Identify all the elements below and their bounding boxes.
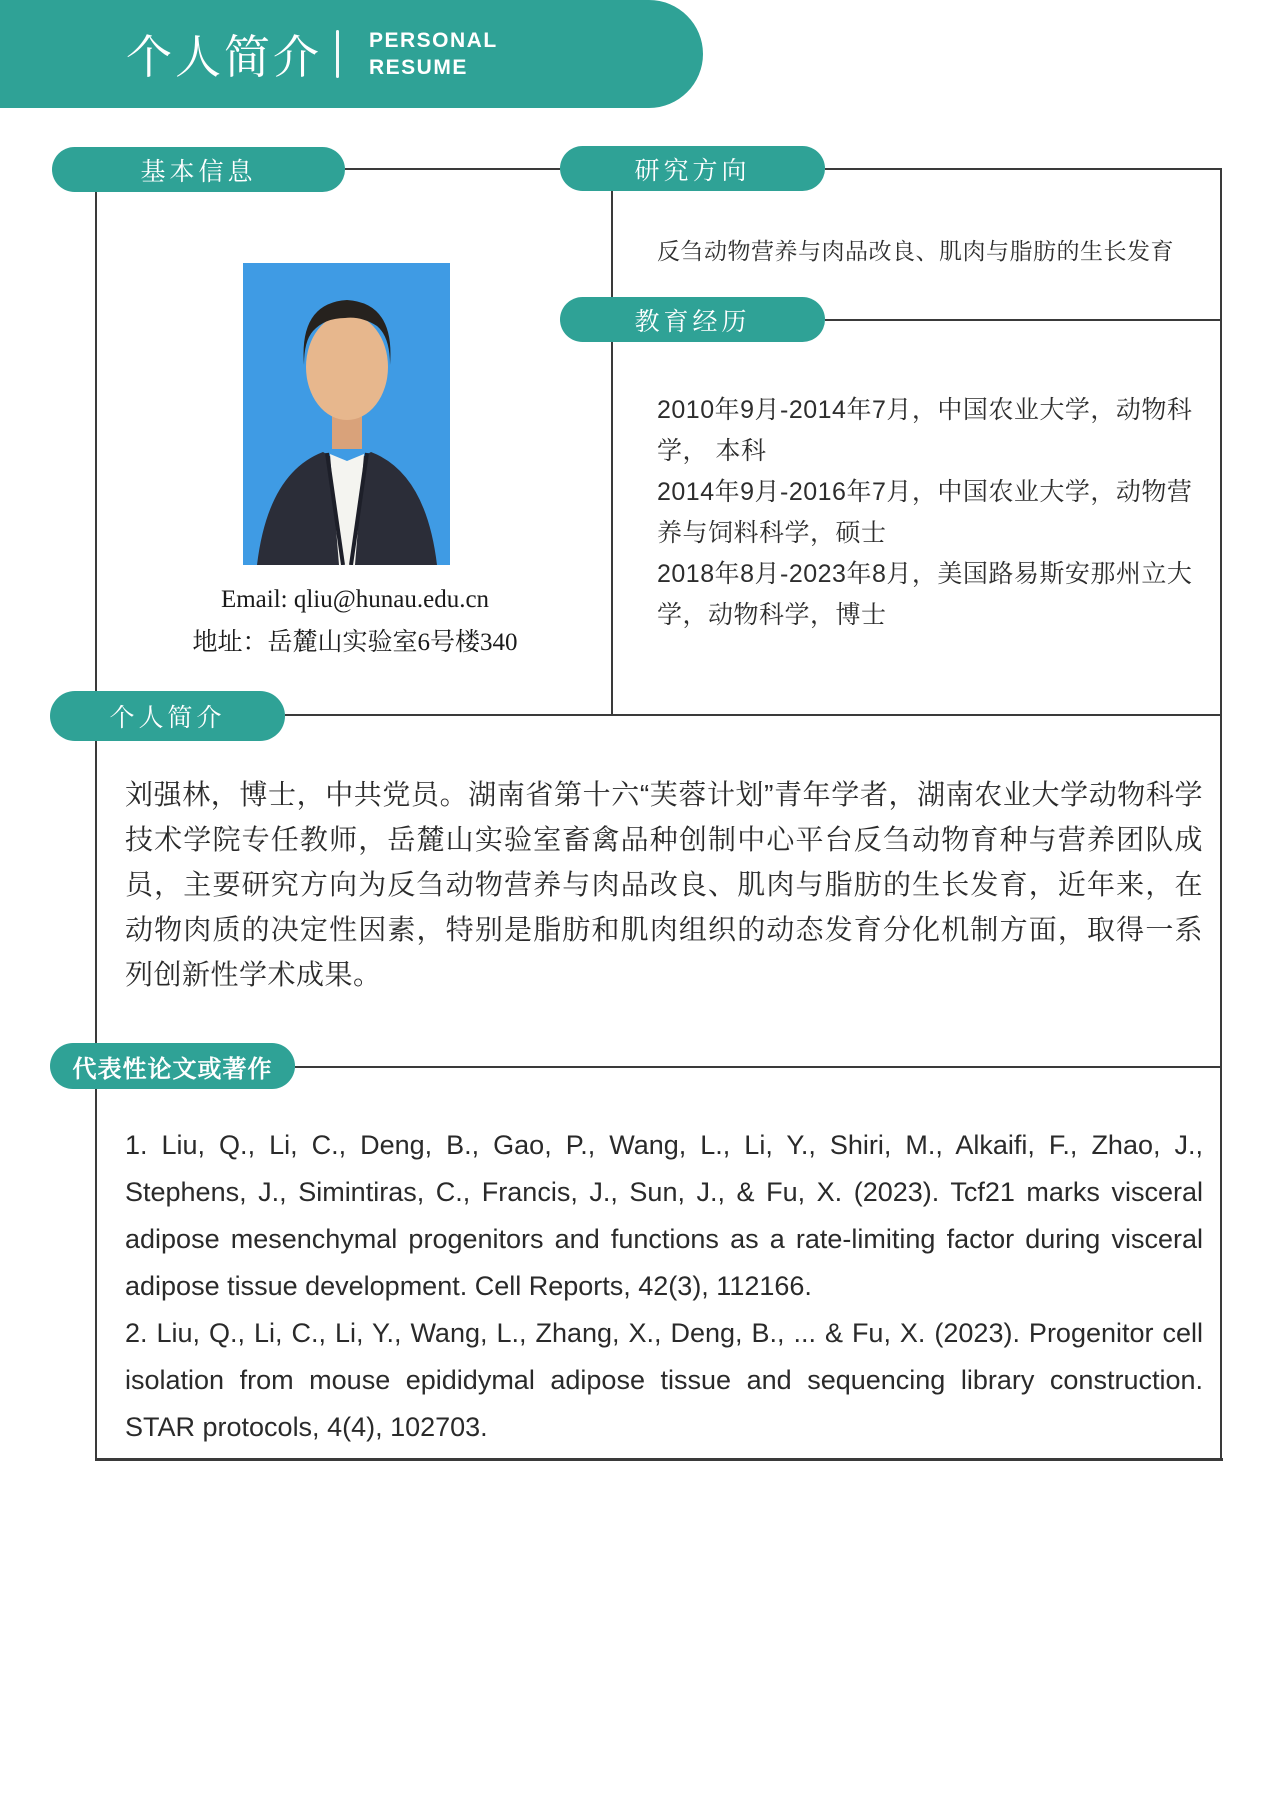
section-label-basic-info: 基本信息 <box>52 147 345 192</box>
connector-line-profile <box>285 714 1222 716</box>
banner-divider <box>336 30 339 78</box>
publication-item-2: 2. Liu, Q., Li, C., Li, Y., Wang, L., Zhang, X., Deng, B., ... & Fu, X. (2023). Progenitor cell isolation from mouse epididymal adipose tissue and sequencing library construction. STAR protocols, 4(4), 102703. <box>125 1318 1203 1442</box>
connector-line-education <box>825 319 1222 321</box>
contact-address: 地址：岳麓山实验室6号楼340 <box>192 629 518 656</box>
education-entry-3: 2018年8月-2023年8月，美国路易斯安那州立大学，动物科学，博士 <box>657 560 1193 629</box>
research-direction-text: 反刍动物营养与肉品改良、肌肉与脂肪的生长发育 <box>657 238 1174 264</box>
section-label-research: 研究方向 <box>560 146 825 191</box>
frame-left-line <box>95 190 97 1460</box>
education-entry-2: 2014年9月-2016年7月，中国农业大学，动物营养与饲料科学，硕士 <box>657 478 1193 547</box>
section-label-profile: 个人简介 <box>50 691 285 741</box>
publication-list <box>125 1122 1203 1451</box>
education-history <box>657 390 1205 636</box>
page-title: 个人简介 <box>126 31 322 83</box>
section-label-publications: 代表性论文或著作 <box>50 1043 295 1089</box>
publication-item-1: 1. Liu, Q., Li, C., Deng, B., Gao, P., Wang, L., Li, Y., Shiri, M., Alkaifi, F., Zhao, J., Stephens, J., Simintiras, C., Francis, J., Sun, J., & Fu, X. (2023). Tcf21 marks visceral adipose mesenchymal progenitors and functions as a rate-limiting factor during visceral adipose tissue development. Cell Reports, 42(3), 112166. <box>125 1130 1203 1301</box>
frame-right-line <box>1220 168 1222 1460</box>
frame-bottom-line <box>95 1458 1223 1461</box>
connector-line-publications <box>295 1066 1222 1068</box>
connector-line-research <box>825 168 1222 170</box>
portrait-photo <box>243 263 450 565</box>
contact-info <box>97 578 613 664</box>
portrait-photo-illustration <box>243 263 450 565</box>
page-title-english-line2: RESUME <box>369 56 468 79</box>
top-banner <box>0 0 703 108</box>
education-entry-1: 2010年9月-2014年7月，中国农业大学，动物科学， 本科 <box>657 396 1193 465</box>
page-title-english-line1: PERSONAL <box>369 29 498 52</box>
connector-line-basic-info <box>345 168 560 170</box>
profile-text: 刘强林，博士，中共党员。湖南省第十六“芙蓉计划”青年学者，湖南农业大学动物科学技术学院专任教师，岳麓山实验室畜禽品种创制中心平台反刍动物育种与营养团队成员，主要研究方向为反刍动物营养与肉品改良、肌肉与脂肪的生长发育，近年来，在动物肉质的决定性因素，特别是脂肪和肌肉组织的动态发育分化机制方面，取得一系列创新性学术成果。 <box>125 779 1203 990</box>
section-label-education: 教育经历 <box>560 297 825 342</box>
contact-email: Email: qliu@hunau.edu.cn <box>220 586 490 613</box>
page-title-english <box>369 27 498 81</box>
